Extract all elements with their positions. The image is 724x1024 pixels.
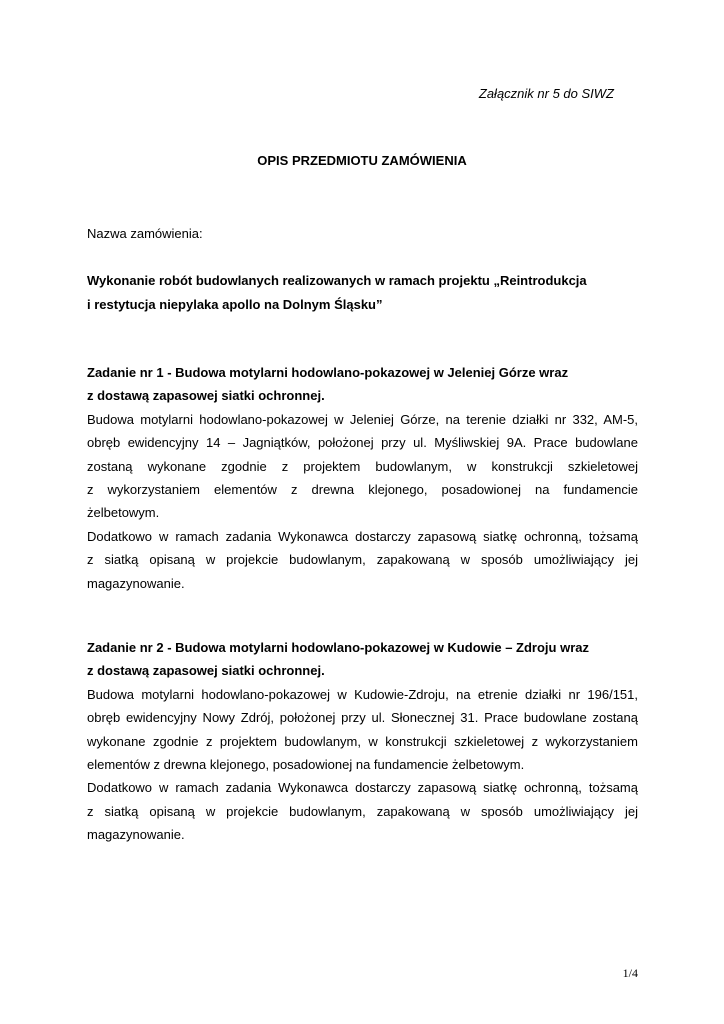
- order-name-line: i restytucja niepylaka apollo na Dolnym Śląsku”: [87, 297, 383, 312]
- task-section: [87, 636, 638, 847]
- page-number: 1/4: [622, 966, 638, 980]
- task-body-line: Dodatkowo w ramach zadania Wykonawca dostarczy zapasową siatkę ochronną, tożsamą: [87, 780, 638, 796]
- task-body-line: zostaną wykonane zgodnie z projektem budowlanym, w konstrukcji szkieletowej: [87, 458, 638, 474]
- attachment-label: Załącznik nr 5 do SIWZ: [478, 86, 614, 101]
- task-body-line: obręb ewidencyjny 14 – Jagniątków, położonej przy ul. Myśliwskiej 9A. Prace budowlane: [87, 435, 638, 451]
- task-body-line: z wykorzystaniem elementów z drewna klejonego, posadowionej na fundamencie: [87, 482, 638, 498]
- order-name: [87, 269, 647, 317]
- task-body-line: z siatką opisaną w projekcie budowlanym, zapakowaną w sposób umożliwiający jej: [87, 803, 638, 819]
- task-body-line: magazynowanie.: [87, 575, 185, 591]
- task-heading-line: z dostawą zapasowej siatki ochronnej.: [87, 388, 325, 404]
- task-body-line: z siatką opisaną w projekcie budowlanym, zapakowaną w sposób umożliwiający jej: [87, 552, 638, 568]
- task-section: [87, 361, 638, 595]
- task-body-line: Budowa motylarni hodowlano-pokazowej w Jeleniej Górze, na terenie działki nr 332, AM-5,: [87, 411, 638, 427]
- task-heading-line: Zadanie nr 2 - Budowa motylarni hodowlano-pokazowej w Kudowie – Zdroju wraz: [87, 640, 589, 655]
- document-title: OPIS PRZEDMIOTU ZAMÓWIENIA: [257, 153, 467, 168]
- task-body-line: magazynowanie.: [87, 827, 185, 843]
- task-body-line: elementów z drewna klejonego, posadowionej na fundamencie żelbetowym.: [87, 757, 525, 773]
- task-body-line: wykonane zgodnie z projektem budowlanym, w konstrukcji szkieletowej z wykorzystaniem: [87, 733, 638, 749]
- task-body-line: Dodatkowo w ramach zadania Wykonawca dostarczy zapasową siatkę ochronną, tożsamą: [87, 528, 638, 544]
- task-body-line: obręb ewidencyjny Nowy Zdrój, położonej przy ul. Słonecznej 31. Prace budowlane zostaną: [87, 710, 638, 726]
- task-heading-line: Zadanie nr 1 - Budowa motylarni hodowlano-pokazowej w Jeleniej Górze wraz: [87, 365, 569, 380]
- task-body-line: Budowa motylarni hodowlano-pokazowej w Kudowie-Zdroju, na etrenie działki nr 196/151,: [87, 686, 638, 702]
- task-heading-line: z dostawą zapasowej siatki ochronnej.: [87, 663, 325, 679]
- task-body-line: żelbetowym.: [87, 505, 160, 521]
- order-name-label: Nazwa zamówienia:: [87, 226, 203, 241]
- order-name-line: Wykonanie robót budowlanych realizowanych w ramach projektu „Reintrodukcja: [87, 273, 587, 288]
